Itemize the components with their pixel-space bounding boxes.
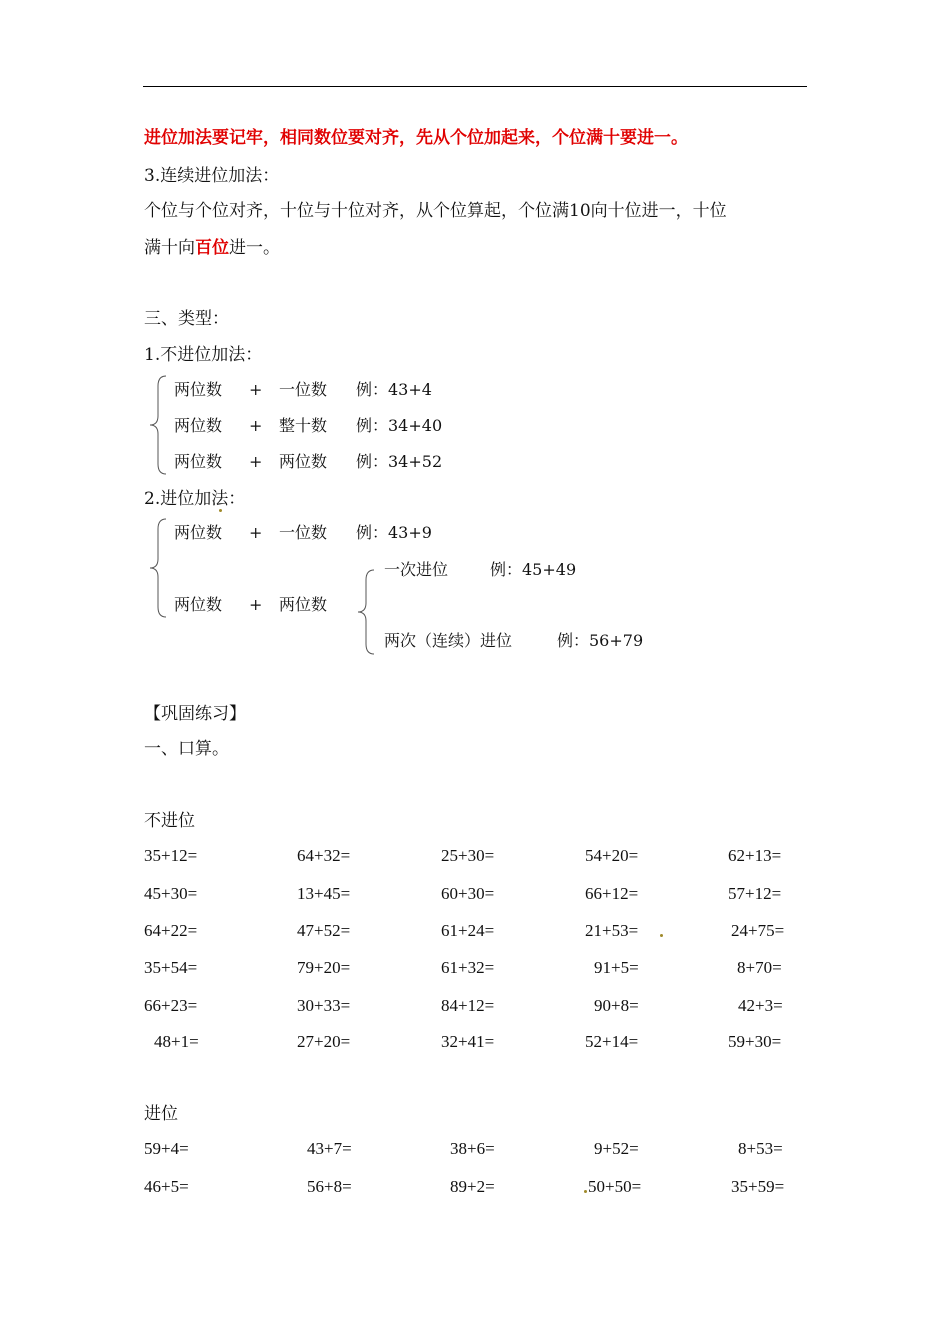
problem: 48+1= (154, 1032, 199, 1051)
problem: 61+24= (441, 921, 495, 940)
problem: 8+53= (738, 1139, 783, 1158)
problem: 90+8= (594, 996, 639, 1015)
carry-rule-slogan: 进位加法要记牢，相同数位要对齐，先从个位加起来，个位满十要进一。 (144, 128, 688, 148)
problem: 64+22= (144, 921, 198, 940)
problem: 25+30= (441, 846, 495, 865)
problem: 46+5= (144, 1177, 189, 1196)
problem: 43+7= (307, 1139, 352, 1158)
problem: 89+2= (450, 1177, 495, 1196)
problem: 47+52= (297, 921, 351, 940)
problem: 45+30= (144, 884, 198, 903)
problem: 59+4= (144, 1139, 189, 1158)
section3-line2-pre: 满十向 (144, 238, 195, 258)
section3-line2-post: 进一。 (229, 238, 280, 258)
section3-line1: 个位与个位对齐，十位与十位对齐，从个位算起，个位满10向十位进一，十位 (144, 201, 727, 221)
practice-title: 【巩固练习】 (144, 704, 246, 724)
problem: 66+12= (585, 884, 639, 903)
problem: 30+33= (297, 996, 351, 1015)
problem: 38+6= (450, 1139, 495, 1158)
problem: 52+14= (585, 1032, 639, 1051)
no-carry-group-title: 不进位 (144, 811, 195, 831)
problem: 79+20= (297, 958, 351, 977)
stray-dot (660, 934, 663, 937)
problem: 64+32= (297, 846, 351, 865)
problem: 42+3= (738, 996, 783, 1015)
section3-line2 (144, 237, 280, 259)
problem: 60+30= (441, 884, 495, 903)
section3-title: 3.连续进位加法： (144, 166, 280, 186)
types-title: 三、类型： (144, 309, 229, 329)
problem: 54+20= (585, 846, 639, 865)
header-rule (143, 86, 807, 87)
problem: 35+54= (144, 958, 198, 977)
section3-line2-highlight: 百位 (195, 238, 229, 258)
problem: 66+23= (144, 996, 198, 1015)
stray-dot (219, 509, 222, 512)
problem: 27+20= (297, 1032, 351, 1051)
carry-title: 2.进位加法： (144, 489, 246, 509)
carry-sub-brace (354, 568, 376, 656)
no-carry-brace (146, 374, 168, 476)
carry-brace (146, 517, 168, 619)
problem: 84+12= (441, 996, 495, 1015)
problem: 8+70= (737, 958, 782, 977)
problem: 24+75= (731, 921, 785, 940)
problem: 35+12= (144, 846, 198, 865)
problem: 32+41= (441, 1032, 495, 1051)
problem: 9+52= (594, 1139, 639, 1158)
problem: 35+59= (731, 1177, 785, 1196)
problem: 13+45= (297, 884, 351, 903)
problem: 57+12= (728, 884, 782, 903)
problem: 91+5= (594, 958, 639, 977)
problem: 61+32= (441, 958, 495, 977)
problem: 56+8= (307, 1177, 352, 1196)
problem: 59+30= (728, 1032, 782, 1051)
carry-group-title: 进位 (144, 1104, 178, 1124)
oral-calc-title: 一、口算。 (144, 739, 229, 759)
problem: 62+13= (728, 846, 782, 865)
problem: 21+53= (585, 921, 639, 940)
document-page: 进位加法要记牢，相同数位要对齐，先从个位加起来，个位满十要进一。 3.连续进位加法： 个位与个位对齐，十位与十位对齐，从个位算起，个位满10向十位进一，十位 满十向百位进一。 三、类型： 1.不进位加法： 两位数 + 一位数 例：43+4 两位数 + 整十数 例：34+40 两位数 + 两位数 例：34+52 2.进位加法： 两位数 + 一位数 例：43+9 两位数 + 两位数 一次进位 例：45+49 两次（连续）进位 例：56+79 【巩固练习】 一、口算。 不进位 35+12= 64+32= 25+30= 54+20= 62+13= 45+30= 13+45= 60+30= 66+12= 57+12= 64+22= 47+52= 61+24= 21+53= 24+75= 35+54= 79+20= 61+32= 91+5= 8+70= 66+23= 30+33= 84+12= 90+8= 42+3= 48+1= 27+20= 32+41= 52+14= 59+30= 进位 59+4= 43+7= 38+6= 9+52= 8+53= 46+5= 56+8= 89+2= 50+50= 35+59= (0, 0, 950, 1344)
stray-dot (584, 1190, 587, 1193)
problem: 50+50= (588, 1177, 642, 1196)
no-carry-title: 1.不进位加法： (144, 345, 263, 365)
